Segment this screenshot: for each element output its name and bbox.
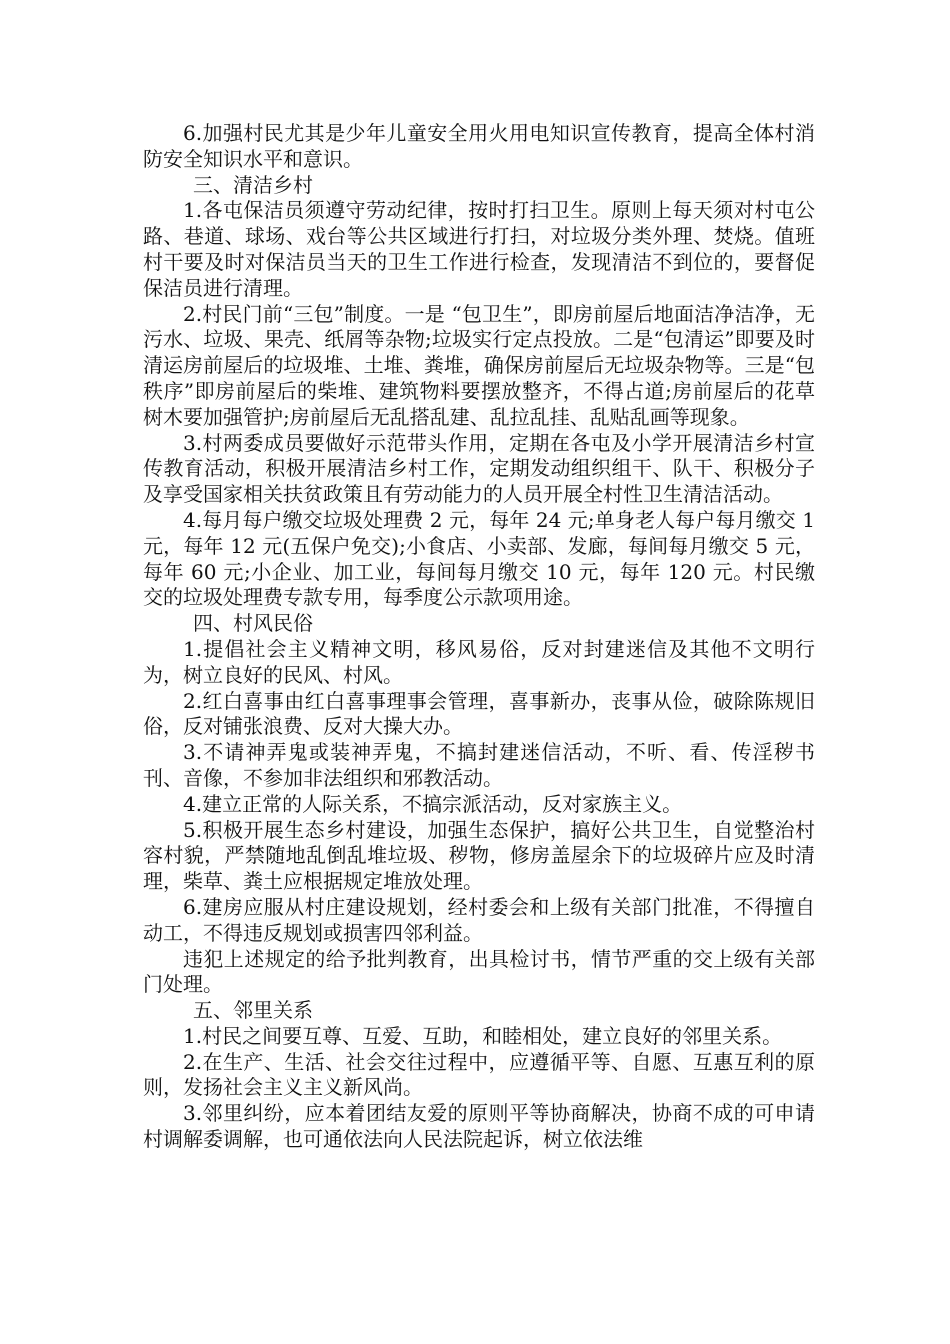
paragraph-relationships: 4.建立正常的人际关系，不搞宗派活动，反对家族主义。 (183, 791, 683, 816)
paragraph-violations: 违犯上述规定的给予批判教育，出具检讨书，情节严重的交上级有关部门处理。 (143, 946, 815, 997)
paragraph-no-superstition: 3.不请神弄鬼或装神弄鬼，不搞封建迷信活动，不听、看、传淫秽书刊、音像，不参加非法组织和邪教活动。 (143, 740, 815, 790)
paragraph-garbage-fee: 4.每月每户缴交垃圾处理费 2 元，每年 24 元;单身老人每户每月缴交 1 元，每年 12 元(五保户免交);小食店、小卖部、发廊，每间每月缴交 5 元，每年 60 元;小企业、加工业，每间每月缴交 10 元，每年 120 元。村民缴交的垃圾处理费专款专用，每季度公示款项用途。 (143, 507, 815, 610)
paragraph-mutual-respect: 1.村民之间要互尊、互爱、互助，和睦相处，建立良好的邻里关系。 (183, 1023, 783, 1048)
paragraph-civilization: 1.提倡社会主义精神文明，移风易俗，反对封建迷信及其他不文明行为，树立良好的民风、村风。 (143, 636, 815, 687)
paragraph-housing-plan: 6.建房应服从村庄建设规划，经村委会和上级有关部门批准，不得擅自动工，不得违反规划或损害四邻利益。 (143, 894, 815, 945)
paragraph-disputes: 3.邻里纠纷，应本着团结友爱的原则平等协商解决，协商不成的可申请村调解委调解，也可通依法向人民法院起诉，树立依法维 (143, 1101, 815, 1152)
section-heading-clean-village: 三、清洁乡村 (193, 172, 313, 197)
paragraph-fire-education: 6.加强村民尤其是少年儿童安全用火用电知识宣传教育，提高全体村消防安全知识水平和意识。 (143, 121, 815, 171)
paragraph-equality: 2.在生产、生活、社会交往过程中，应遵循平等、自愿、互惠互利的原则，发扬社会主义主义新风尚。 (143, 1049, 815, 1100)
paragraph-ecology: 5.积极开展生态乡村建设，加强生态保护，搞好公共卫生，自觉整治村容村貌，严禁随地乱倒乱堆垃圾、秽物，修房盖屋余下的垃圾碎片应及时清理，柴草、粪土应根据规定堆放处理。 (143, 817, 815, 894)
paragraph-cleaners-discipline: 1.各屯保洁员须遵守劳动纪律，按时打扫卫生。原则上每天须对村屯公路、巷道、球场、戏台等公共区域进行打扫，对垃圾分类外理、焚烧。值班村干要及时对保洁员当天的卫生工作进行检查，发现清洁不到位的，要督促保洁员进行清理。 (143, 198, 815, 300)
document-page (143, 121, 815, 1153)
paragraph-three-guarantees: 2.村民门前“三包”制度。一是 “包卫生”，即房前屋后地面洁净洁净，无污水、垃圾、果壳、纸屑等杂物;垃圾实行定点投放。二是“包清运”即要及时清运房前屋后的垃圾堆、土堆、粪堆，确保房前屋后无垃圾杂物等。三是“包秩序”即房前屋后的柴堆、建筑物料要摆放整齐，不得占道;房前屋后的花草树木要加强管护;房前屋后无乱搭乱建、乱拉乱挂、乱贴乱画等现象。 (143, 301, 815, 429)
paragraph-weddings-funerals: 2.红白喜事由红白喜事理事会管理，喜事新办，丧事从俭，破除陈规旧俗，反对铺张浪费、反对大操大办。 (143, 688, 815, 739)
section-heading-village-customs: 四、村风民俗 (193, 611, 313, 636)
section-heading-neighbor-relations: 五、邻里关系 (193, 998, 313, 1023)
paragraph-committee-example: 3.村两委成员要做好示范带头作用，定期在各屯及小学开展清洁乡村宣传教育活动，积极开展清洁乡村工作，定期发动组织组干、队干、积极分子及享受国家相关扶贫政策且有劳动能力的人员开展全村性卫生清洁活动。 (143, 430, 815, 507)
